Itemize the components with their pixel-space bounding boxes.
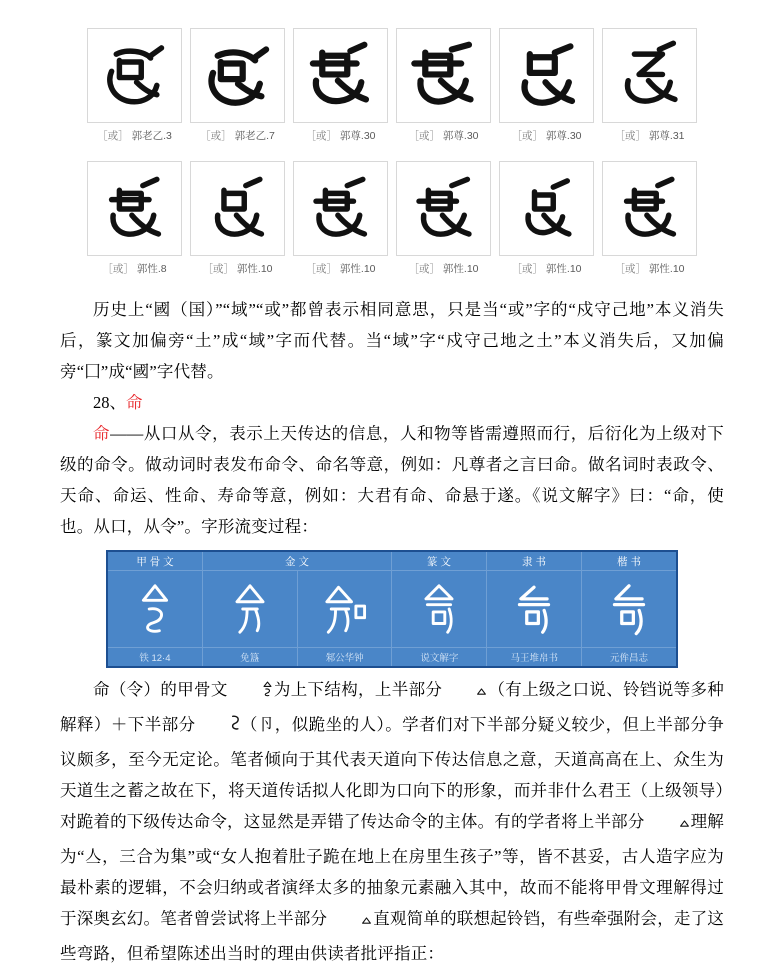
glyph-grid-row-2 — [60, 143, 724, 276]
glyph-bracket: ［或］ — [97, 130, 129, 142]
glyph-cell — [602, 161, 697, 276]
evolution-footer-cell: 说文解字 — [392, 647, 487, 666]
evolution-header-cell: 金 文 — [203, 552, 392, 571]
evolution-glyph-regular — [582, 571, 676, 647]
analysis-text-6: 直观简单的联想起铃铛，有些牵强附会，走了这些弯路，但希望陈述出当时的理由供读者批评指正： — [60, 909, 725, 963]
glyph-image — [396, 28, 491, 123]
paragraph-definition — [60, 418, 724, 542]
glyph-caption — [602, 128, 697, 143]
glyph-cell — [396, 28, 491, 143]
glyph-image — [499, 28, 594, 123]
evolution-footer-cell: 铁 12·4 — [108, 647, 203, 666]
evolution-footer-cell: 马王堆帛书 — [487, 647, 582, 666]
glyph-image — [190, 161, 285, 256]
glyph-image — [87, 28, 182, 123]
evolution-glyph-clerical — [487, 571, 582, 647]
glyph-caption — [87, 261, 182, 276]
glyph-caption — [499, 128, 594, 143]
glyph-image — [293, 28, 388, 123]
definition-char: 命 — [93, 424, 111, 443]
analysis-text-3: （有上级之口说、铃铛说等多种解释）＋下半部分 — [60, 680, 724, 734]
evolution-footer-cell: 免簋 — [203, 647, 298, 666]
evolution-header-cell: 甲 骨 文 — [108, 552, 203, 571]
glyph-label: 郭尊.31 — [648, 130, 685, 142]
glyph-cell — [499, 28, 594, 143]
glyph-label: 郭性.8 — [136, 263, 167, 275]
glyph-caption — [499, 261, 594, 276]
glyph-label: 郭性.10 — [545, 263, 582, 275]
analysis-text-5: 理解为“亼，三合为集”或“女人抱着肚子跪在地上在房里生孩子”等，皆不甚妥，古人造字应为最朴素的逻辑，不会归纳或者演绎太多的抽象元素融入其中，故而不能将甲骨文理解得过于深奥玄幻。笔者曾尝试将上半部分 — [60, 812, 724, 928]
evolution-header-cell: 隶 书 — [487, 552, 582, 571]
glyph-bracket: ［或］ — [614, 130, 646, 142]
glyph-label: 郭老乙.3 — [131, 130, 172, 142]
glyph-cell — [396, 161, 491, 276]
evolution-glyph-bronze-1 — [203, 571, 298, 647]
glyph-bracket: ［或］ — [202, 263, 234, 275]
glyph-image — [396, 161, 491, 256]
glyph-label: 郭尊.30 — [339, 130, 376, 142]
evolution-footer-cell: 元侔昌志 — [582, 647, 676, 666]
glyph-label: 郭尊.30 — [545, 130, 582, 142]
glyph-label: 郭性.10 — [648, 263, 685, 275]
glyph-bracket: ［或］ — [408, 130, 440, 142]
inline-glyph-ji-top-3 — [327, 907, 373, 938]
glyph-image — [87, 161, 182, 256]
analysis-text-1: 命（令）的甲骨文 — [93, 680, 228, 699]
glyph-bracket: ［或］ — [102, 263, 134, 275]
definition-text: ——从口从令，表示上天传达的信息，人和物等皆需遵照而行，后衍化为上级对下级的命令。做动词时表发布命令、命名等意，例如：凡尊者之言曰命。做名词时表政令、天命、命运、性命、寿命等意，例如：大君有命、命悬于遂。《说文解字》曰：“命，使也。从口，从令”。字形流变过程： — [60, 424, 724, 536]
evolution-header-row — [108, 552, 676, 571]
paragraph-analysis — [60, 674, 724, 969]
glyph-cell — [190, 161, 285, 276]
script-evolution-table — [106, 550, 678, 668]
glyph-image — [602, 28, 697, 123]
glyph-caption — [293, 261, 388, 276]
glyph-label: 郭尊.30 — [442, 130, 479, 142]
glyph-bracket: ［或］ — [200, 130, 232, 142]
heading-char: 命 — [126, 393, 143, 412]
glyph-caption — [396, 261, 491, 276]
glyph-image — [602, 161, 697, 256]
evolution-glyph-bronze-2 — [298, 571, 393, 647]
glyph-caption — [190, 128, 285, 143]
section-heading — [60, 387, 724, 418]
glyph-bracket: ［或］ — [614, 263, 646, 275]
evolution-glyph-oracle — [108, 571, 203, 647]
glyph-label: 郭性.10 — [442, 263, 479, 275]
glyph-cell — [87, 28, 182, 143]
glyph-cell — [602, 28, 697, 143]
glyph-caption — [87, 128, 182, 143]
glyph-caption — [602, 261, 697, 276]
glyph-cell — [293, 28, 388, 143]
heading-number: 28、 — [93, 393, 126, 412]
glyph-bracket: ［或］ — [511, 263, 543, 275]
glyph-grid-row-1 — [60, 0, 724, 143]
evolution-glyph-row — [108, 571, 676, 647]
glyph-bracket: ［或］ — [305, 263, 337, 275]
glyph-caption — [293, 128, 388, 143]
glyph-image — [190, 28, 285, 123]
glyph-image — [499, 161, 594, 256]
evolution-footer-row — [108, 647, 676, 666]
glyph-caption — [190, 261, 285, 276]
evolution-glyph-seal — [392, 571, 487, 647]
glyph-bracket: ［或］ — [511, 130, 543, 142]
glyph-cell — [87, 161, 182, 276]
glyph-image — [293, 161, 388, 256]
glyph-bracket: ［或］ — [305, 130, 337, 142]
analysis-text-4: （卪，似跪坐的人）。学者们对下半部分疑义较少，但上半部分争议颇多，至今无定论。笔者倾向于其代表天道向下传达信息之意，天道高高在上、众生为天道生之蓄之故在下，将天道传话拟人化即为口向下的形象，而并非什么君王（上级领导）对跪着的下级传达命令，这显然是弄错了传达命令的主体。有的学者将上半部分 — [60, 715, 724, 831]
inline-glyph-ji-top-2 — [645, 810, 691, 841]
glyph-label: 郭性.10 — [339, 263, 376, 275]
inline-glyph-ming-oracle — [228, 678, 274, 709]
glyph-caption — [396, 128, 491, 143]
inline-glyph-ji-top — [442, 678, 488, 709]
glyph-cell — [293, 161, 388, 276]
glyph-cell — [499, 161, 594, 276]
glyph-bracket: ［或］ — [408, 263, 440, 275]
glyph-cell — [190, 28, 285, 143]
inline-glyph-jie-bottom — [196, 713, 241, 744]
evolution-header-cell: 篆 文 — [392, 552, 487, 571]
evolution-header-cell: 楷 书 — [582, 552, 676, 571]
glyph-label: 郭老乙.7 — [234, 130, 275, 142]
analysis-text-2: 为上下结构，上半部分 — [273, 680, 443, 699]
paragraph-history: 历史上“國（国）”“域”“或”都曾表示相同意思，只是当“或”字的“戍守己地”本义消失后，篆文加偏旁“土”成“域”字而代替。当“域”字“戍守己地之土”本义消失后，又加偏旁“囗”成“國”字代替。 — [60, 300, 724, 381]
glyph-label: 郭性.10 — [236, 263, 273, 275]
evolution-footer-cell: 邾公华钟 — [298, 647, 393, 666]
